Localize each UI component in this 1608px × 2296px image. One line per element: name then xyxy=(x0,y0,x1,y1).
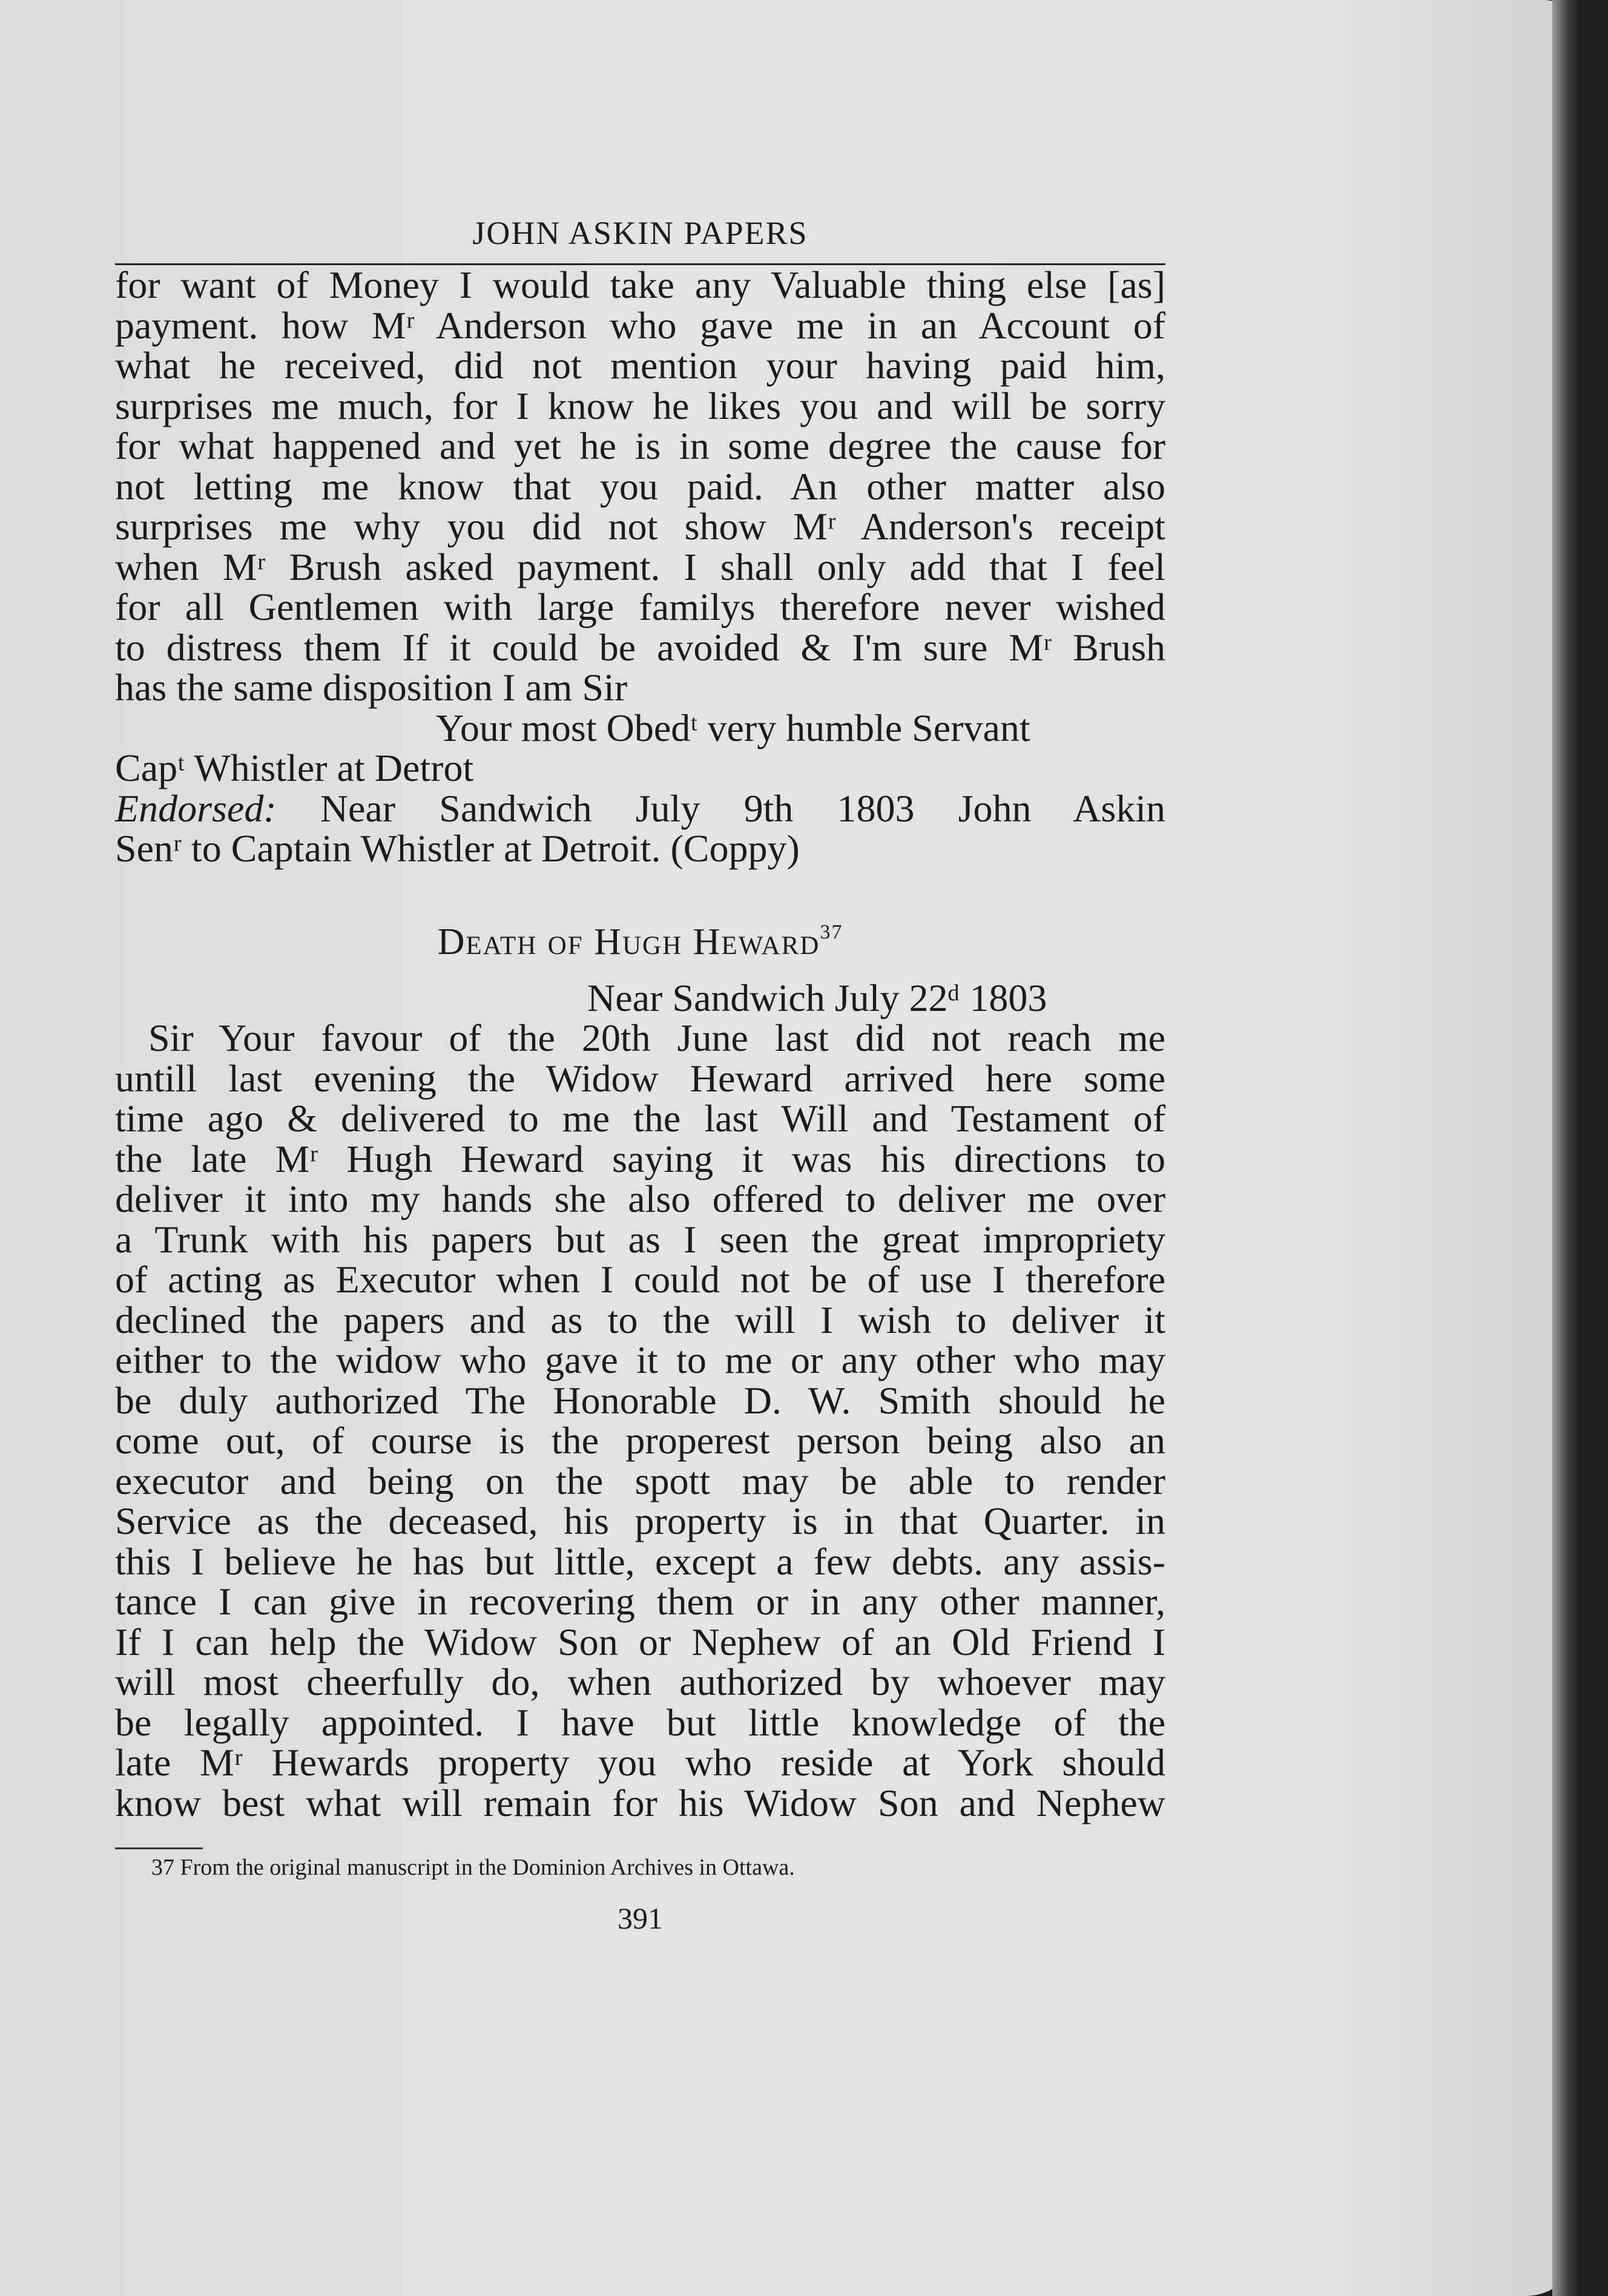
letter-2-line: Service as the deceased, his property is in that Quarter. in xyxy=(115,1499,1165,1542)
letter-2-line: know best what will remain for his Widow Son and Nephew xyxy=(115,1781,1165,1824)
section-heading xyxy=(115,918,1165,966)
letter-2-line: deliver it into my hands she also offered to deliver me over xyxy=(115,1177,1165,1220)
letter-2-line: a Trunk with his papers but as I seen the great impropriety xyxy=(115,1217,1165,1261)
letter-2 xyxy=(115,966,1165,1824)
section-heading-text: Death of Hugh Heward xyxy=(437,921,820,962)
letter-2-line: come out, of course is the properest person being also an xyxy=(115,1419,1165,1462)
text-column xyxy=(115,200,1165,1936)
endorsed-text: Near Sandwich July 9th 1803 John Askin xyxy=(320,786,1165,830)
letter-2-line: time ago & delivered to me the last Will and Testament of xyxy=(115,1097,1165,1140)
letter-1-line: surprises me much, for I know he likes you and will be sorry xyxy=(115,384,1165,427)
letter-2-line: Sir Your favour of the 20th June last did not reach me xyxy=(148,1016,1165,1059)
letter-2-dateline: Near Sandwich July 22ᵈ 1803 xyxy=(587,976,1047,1019)
letter-1-line: has the same disposition I am Sir xyxy=(115,666,628,709)
page-edge-shadow xyxy=(1552,0,1580,2296)
letter-1-line: when Mʳ Brush asked payment. I shall only add that I feel xyxy=(115,545,1165,588)
letter-1-line: not letting me know that you paid. An other matter also xyxy=(115,464,1165,508)
letter-1-address: Capᵗ Whistler at Detrot xyxy=(115,746,474,789)
footnote-number: 37 xyxy=(151,1855,174,1880)
letter-2-line: be legally appointed. I have but little knowledge of the xyxy=(115,1700,1165,1744)
letter-1-line: to distress them If it could be avoided & I'm sure Mʳ Brush xyxy=(115,625,1165,669)
letter-1-line: for what happened and yet he is in some degree the cause for xyxy=(115,424,1165,467)
letter-2-line: If I can help the Widow Son or Nephew of an Old Friend I xyxy=(115,1620,1165,1663)
letter-2-line: will most cheerfully do, when authorized by whoever may xyxy=(115,1660,1165,1703)
letter-2-line: declined the papers and as to the will I wish to deliver it xyxy=(115,1298,1165,1341)
letter-2-line: late Mʳ Hewards property you who reside at York should xyxy=(115,1741,1165,1784)
letter-2-line: either to the widow who gave it to me or any other who may xyxy=(115,1338,1165,1381)
page-number: 391 xyxy=(618,1901,663,1935)
letter-2-line: untill last evening the Widow Heward arrived here some xyxy=(115,1056,1165,1100)
letter-1-line: payment. how Mʳ Anderson who gave me in an Account of xyxy=(115,303,1165,347)
letter-2-line: of acting as Executor when I could not be of use I therefore xyxy=(115,1258,1165,1301)
footnote-text: From the original manuscript in the Dominion Archives in Ottawa. xyxy=(180,1855,795,1880)
endorsement-line-2: Senʳ to Captain Whistler at Detroit. (Coppy) xyxy=(115,827,800,870)
letter-2-line: the late Mʳ Hugh Heward saying it was his directions to xyxy=(115,1137,1165,1180)
letter-2-line: executor and being on the spott may be able to render xyxy=(115,1459,1165,1502)
running-head: JOHN ASKIN PAPERS xyxy=(472,215,808,251)
letter-2-line: tance I can give in recovering them or in any other manner, xyxy=(115,1580,1165,1623)
letter-1-line: for all Gentlemen with large familys therefore never wished xyxy=(115,585,1165,628)
footnote-ref: 37 xyxy=(820,920,843,943)
letter-2-line: this I believe he has but little, except a few debts. any assis- xyxy=(115,1539,1165,1583)
letter-1-signature: Your most Obedᵗ very humble Servant xyxy=(436,706,1030,749)
letter-2-line: be duly authorized The Honorable D. W. Smith should he xyxy=(115,1378,1165,1422)
letter-1-line: what he received, did not mention your having paid him, xyxy=(115,344,1165,387)
endorsed-label: Endorsed: xyxy=(115,786,277,830)
endorsement-line-1 xyxy=(115,786,1165,830)
letter-1-line: for want of Money I would take any Valuable thing else [as] xyxy=(115,263,1165,306)
footnote xyxy=(115,1849,1165,1886)
letter-1-line: surprises me why you did not show Mʳ Anderson's receipt xyxy=(115,505,1165,548)
section-gap xyxy=(115,869,1165,918)
letter-1 xyxy=(115,265,1165,869)
